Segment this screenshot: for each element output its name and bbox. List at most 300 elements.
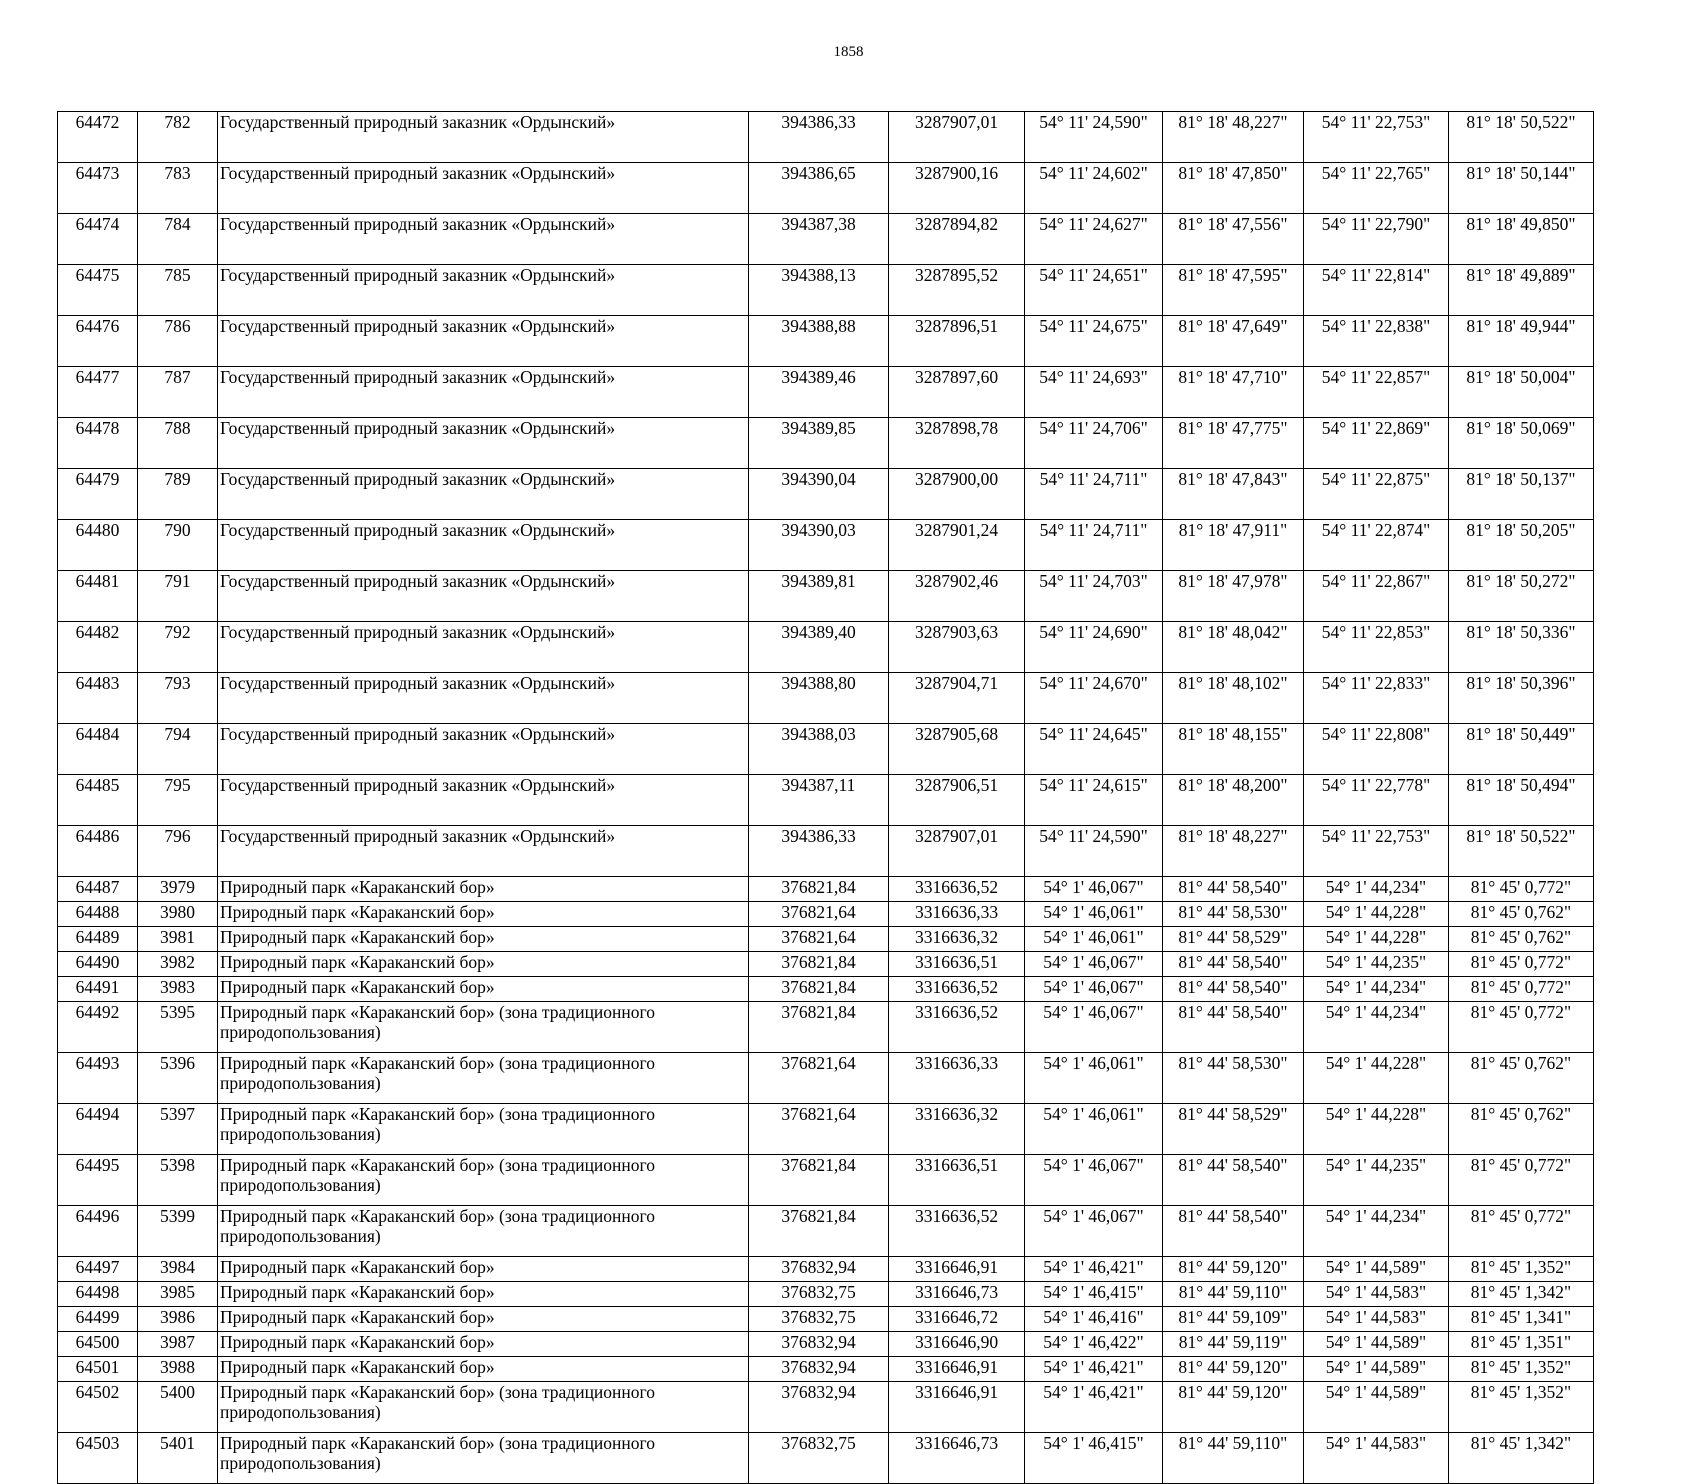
- longitude-alt-cell: 81° 45' 0,772": [1449, 1002, 1594, 1053]
- longitude-cell: 81° 44' 59,120": [1163, 1382, 1304, 1433]
- longitude-alt-cell: 81° 45' 1,342": [1449, 1282, 1594, 1307]
- territory-name-cell: Государственный природный заказник «Ордынский»: [218, 418, 749, 469]
- table-row: [58, 1257, 1594, 1282]
- x-coordinate-cell: 394389,81: [749, 571, 889, 622]
- y-coordinate-cell: 3287897,60: [889, 367, 1025, 418]
- latitude-cell: 54° 11' 24,670": [1025, 673, 1163, 724]
- latitude-cell: 54° 1' 46,415": [1025, 1433, 1163, 1484]
- point-number-cell: 796: [138, 826, 218, 877]
- latitude-alt-cell: 54° 1' 44,228": [1304, 902, 1449, 927]
- point-number-cell: 787: [138, 367, 218, 418]
- longitude-alt-cell: 81° 45' 0,772": [1449, 1206, 1594, 1257]
- table-row: [58, 1053, 1594, 1104]
- territory-name-cell: Природный парк «Караканский бор»: [218, 1257, 749, 1282]
- point-number-cell: 5400: [138, 1382, 218, 1433]
- row-number-cell: 64493: [58, 1053, 138, 1104]
- y-coordinate-cell: 3316646,73: [889, 1282, 1025, 1307]
- table-row: [58, 571, 1594, 622]
- latitude-alt-cell: 54° 1' 44,589": [1304, 1382, 1449, 1433]
- territory-name-cell: Природный парк «Караканский бор» (зона традиционного природопользования): [218, 1433, 749, 1484]
- longitude-cell: 81° 44' 58,529": [1163, 927, 1304, 952]
- y-coordinate-cell: 3316646,91: [889, 1357, 1025, 1382]
- longitude-alt-cell: 81° 18' 50,144": [1449, 163, 1594, 214]
- longitude-cell: 81° 18' 48,042": [1163, 622, 1304, 673]
- territory-name-cell: Природный парк «Караканский бор» (зона традиционного природопользования): [218, 1104, 749, 1155]
- x-coordinate-cell: 394389,85: [749, 418, 889, 469]
- latitude-cell: 54° 1' 46,421": [1025, 1357, 1163, 1382]
- longitude-alt-cell: 81° 18' 50,004": [1449, 367, 1594, 418]
- territory-name-cell: Государственный природный заказник «Ордынский»: [218, 214, 749, 265]
- point-number-cell: 3988: [138, 1357, 218, 1382]
- latitude-cell: 54° 1' 46,061": [1025, 1053, 1163, 1104]
- longitude-cell: 81° 18' 47,710": [1163, 367, 1304, 418]
- table-row: [58, 418, 1594, 469]
- y-coordinate-cell: 3316646,91: [889, 1257, 1025, 1282]
- longitude-alt-cell: 81° 18' 50,494": [1449, 775, 1594, 826]
- x-coordinate-cell: 376821,84: [749, 1206, 889, 1257]
- point-number-cell: 3979: [138, 877, 218, 902]
- point-number-cell: 794: [138, 724, 218, 775]
- row-number-cell: 64497: [58, 1257, 138, 1282]
- table-row: [58, 622, 1594, 673]
- longitude-alt-cell: 81° 18' 50,522": [1449, 112, 1594, 163]
- territory-name-cell: Природный парк «Караканский бор»: [218, 1307, 749, 1332]
- territory-name-cell: Государственный природный заказник «Ордынский»: [218, 571, 749, 622]
- y-coordinate-cell: 3316636,32: [889, 1104, 1025, 1155]
- longitude-alt-cell: 81° 45' 0,762": [1449, 1104, 1594, 1155]
- territory-name-cell: Природный парк «Караканский бор»: [218, 977, 749, 1002]
- point-number-cell: 3981: [138, 927, 218, 952]
- latitude-cell: 54° 11' 24,690": [1025, 622, 1163, 673]
- longitude-cell: 81° 44' 58,529": [1163, 1104, 1304, 1155]
- table-row: [58, 1155, 1594, 1206]
- longitude-cell: 81° 44' 58,540": [1163, 1002, 1304, 1053]
- latitude-cell: 54° 1' 46,421": [1025, 1257, 1163, 1282]
- longitude-alt-cell: 81° 18' 49,850": [1449, 214, 1594, 265]
- point-number-cell: 788: [138, 418, 218, 469]
- latitude-cell: 54° 1' 46,067": [1025, 1002, 1163, 1053]
- y-coordinate-cell: 3316636,51: [889, 952, 1025, 977]
- latitude-cell: 54° 11' 24,703": [1025, 571, 1163, 622]
- y-coordinate-cell: 3287907,01: [889, 112, 1025, 163]
- table-row: [58, 1206, 1594, 1257]
- y-coordinate-cell: 3287900,00: [889, 469, 1025, 520]
- point-number-cell: 5398: [138, 1155, 218, 1206]
- point-number-cell: 793: [138, 673, 218, 724]
- latitude-cell: 54° 11' 24,711": [1025, 520, 1163, 571]
- y-coordinate-cell: 3287906,51: [889, 775, 1025, 826]
- point-number-cell: 5399: [138, 1206, 218, 1257]
- latitude-cell: 54° 1' 46,416": [1025, 1307, 1163, 1332]
- latitude-cell: 54° 11' 24,651": [1025, 265, 1163, 316]
- row-number-cell: 64503: [58, 1433, 138, 1484]
- y-coordinate-cell: 3316636,33: [889, 1053, 1025, 1104]
- longitude-cell: 81° 18' 47,843": [1163, 469, 1304, 520]
- y-coordinate-cell: 3287903,63: [889, 622, 1025, 673]
- row-number-cell: 64489: [58, 927, 138, 952]
- point-number-cell: 3983: [138, 977, 218, 1002]
- row-number-cell: 64478: [58, 418, 138, 469]
- x-coordinate-cell: 376821,84: [749, 877, 889, 902]
- longitude-cell: 81° 44' 58,540": [1163, 977, 1304, 1002]
- point-number-cell: 3985: [138, 1282, 218, 1307]
- latitude-cell: 54° 11' 24,590": [1025, 112, 1163, 163]
- row-number-cell: 64477: [58, 367, 138, 418]
- x-coordinate-cell: 376832,94: [749, 1357, 889, 1382]
- longitude-cell: 81° 18' 47,775": [1163, 418, 1304, 469]
- row-number-cell: 64494: [58, 1104, 138, 1155]
- table-row: [58, 1104, 1594, 1155]
- table-row: [58, 469, 1594, 520]
- table-row: [58, 112, 1594, 163]
- longitude-cell: 81° 18' 48,200": [1163, 775, 1304, 826]
- point-number-cell: 5396: [138, 1053, 218, 1104]
- longitude-alt-cell: 81° 18' 50,396": [1449, 673, 1594, 724]
- page-number: 1858: [833, 44, 864, 60]
- x-coordinate-cell: 394389,46: [749, 367, 889, 418]
- x-coordinate-cell: 376832,75: [749, 1307, 889, 1332]
- longitude-cell: 81° 44' 59,119": [1163, 1332, 1304, 1357]
- row-number-cell: 64487: [58, 877, 138, 902]
- territory-name-cell: Природный парк «Караканский бор» (зона традиционного природопользования): [218, 1155, 749, 1206]
- y-coordinate-cell: 3316636,33: [889, 902, 1025, 927]
- y-coordinate-cell: 3316646,72: [889, 1307, 1025, 1332]
- territory-name-cell: Природный парк «Караканский бор» (зона традиционного природопользования): [218, 1053, 749, 1104]
- longitude-cell: 81° 44' 59,110": [1163, 1433, 1304, 1484]
- latitude-alt-cell: 54° 1' 44,228": [1304, 1104, 1449, 1155]
- territory-name-cell: Природный парк «Караканский бор»: [218, 952, 749, 977]
- x-coordinate-cell: 394390,03: [749, 520, 889, 571]
- table-row: [58, 877, 1594, 902]
- latitude-alt-cell: 54° 1' 44,234": [1304, 1002, 1449, 1053]
- latitude-alt-cell: 54° 1' 44,234": [1304, 977, 1449, 1002]
- longitude-cell: 81° 18' 48,227": [1163, 826, 1304, 877]
- latitude-cell: 54° 1' 46,061": [1025, 1104, 1163, 1155]
- point-number-cell: 783: [138, 163, 218, 214]
- point-number-cell: 784: [138, 214, 218, 265]
- row-number-cell: 64479: [58, 469, 138, 520]
- y-coordinate-cell: 3287904,71: [889, 673, 1025, 724]
- table-row: [58, 902, 1594, 927]
- territory-name-cell: Государственный природный заказник «Ордынский»: [218, 112, 749, 163]
- latitude-alt-cell: 54° 11' 22,857": [1304, 367, 1449, 418]
- longitude-cell: 81° 18' 47,850": [1163, 163, 1304, 214]
- latitude-cell: 54° 1' 46,061": [1025, 902, 1163, 927]
- latitude-alt-cell: 54° 11' 22,874": [1304, 520, 1449, 571]
- point-number-cell: 786: [138, 316, 218, 367]
- latitude-cell: 54° 1' 46,415": [1025, 1282, 1163, 1307]
- point-number-cell: 3982: [138, 952, 218, 977]
- longitude-alt-cell: 81° 18' 50,336": [1449, 622, 1594, 673]
- territory-name-cell: Природный парк «Караканский бор»: [218, 1357, 749, 1382]
- territory-name-cell: Государственный природный заказник «Ордынский»: [218, 367, 749, 418]
- x-coordinate-cell: 376821,64: [749, 927, 889, 952]
- point-number-cell: 792: [138, 622, 218, 673]
- territory-name-cell: Государственный природный заказник «Ордынский»: [218, 724, 749, 775]
- row-number-cell: 64480: [58, 520, 138, 571]
- longitude-cell: 81° 44' 59,120": [1163, 1257, 1304, 1282]
- latitude-cell: 54° 11' 24,675": [1025, 316, 1163, 367]
- longitude-cell: 81° 18' 47,978": [1163, 571, 1304, 622]
- row-number-cell: 64490: [58, 952, 138, 977]
- y-coordinate-cell: 3287902,46: [889, 571, 1025, 622]
- latitude-cell: 54° 11' 24,645": [1025, 724, 1163, 775]
- y-coordinate-cell: 3287907,01: [889, 826, 1025, 877]
- latitude-alt-cell: 54° 1' 44,583": [1304, 1307, 1449, 1332]
- table-row: [58, 952, 1594, 977]
- longitude-alt-cell: 81° 45' 0,762": [1449, 1053, 1594, 1104]
- x-coordinate-cell: 376821,84: [749, 977, 889, 1002]
- row-number-cell: 64500: [58, 1332, 138, 1357]
- point-number-cell: 3987: [138, 1332, 218, 1357]
- y-coordinate-cell: 3316636,52: [889, 877, 1025, 902]
- table-row: [58, 214, 1594, 265]
- longitude-alt-cell: 81° 45' 0,772": [1449, 877, 1594, 902]
- longitude-cell: 81° 18' 47,911": [1163, 520, 1304, 571]
- longitude-alt-cell: 81° 18' 50,449": [1449, 724, 1594, 775]
- territory-name-cell: Государственный природный заказник «Ордынский»: [218, 673, 749, 724]
- y-coordinate-cell: 3316636,52: [889, 1206, 1025, 1257]
- longitude-cell: 81° 44' 58,530": [1163, 1053, 1304, 1104]
- point-number-cell: 782: [138, 112, 218, 163]
- latitude-alt-cell: 54° 11' 22,778": [1304, 775, 1449, 826]
- longitude-cell: 81° 44' 58,540": [1163, 1155, 1304, 1206]
- territory-name-cell: Природный парк «Караканский бор» (зона традиционного природопользования): [218, 1382, 749, 1433]
- longitude-cell: 81° 18' 47,649": [1163, 316, 1304, 367]
- longitude-cell: 81° 44' 59,120": [1163, 1357, 1304, 1382]
- territory-name-cell: Государственный природный заказник «Ордынский»: [218, 316, 749, 367]
- y-coordinate-cell: 3287901,24: [889, 520, 1025, 571]
- x-coordinate-cell: 394387,11: [749, 775, 889, 826]
- longitude-cell: 81° 44' 58,540": [1163, 1206, 1304, 1257]
- y-coordinate-cell: 3316646,90: [889, 1332, 1025, 1357]
- longitude-cell: 81° 18' 47,595": [1163, 265, 1304, 316]
- x-coordinate-cell: 394388,88: [749, 316, 889, 367]
- latitude-alt-cell: 54° 11' 22,753": [1304, 826, 1449, 877]
- longitude-alt-cell: 81° 18' 50,205": [1449, 520, 1594, 571]
- latitude-cell: 54° 1' 46,067": [1025, 1206, 1163, 1257]
- latitude-alt-cell: 54° 1' 44,589": [1304, 1332, 1449, 1357]
- territory-name-cell: Государственный природный заказник «Ордынский»: [218, 622, 749, 673]
- latitude-cell: 54° 1' 46,067": [1025, 977, 1163, 1002]
- table-row: [58, 265, 1594, 316]
- row-number-cell: 64475: [58, 265, 138, 316]
- latitude-alt-cell: 54° 11' 22,765": [1304, 163, 1449, 214]
- point-number-cell: 789: [138, 469, 218, 520]
- row-number-cell: 64483: [58, 673, 138, 724]
- longitude-alt-cell: 81° 45' 1,351": [1449, 1332, 1594, 1357]
- latitude-alt-cell: 54° 11' 22,814": [1304, 265, 1449, 316]
- table-row: [58, 1282, 1594, 1307]
- point-number-cell: 5401: [138, 1433, 218, 1484]
- latitude-alt-cell: 54° 1' 44,228": [1304, 1053, 1449, 1104]
- latitude-cell: 54° 1' 46,067": [1025, 877, 1163, 902]
- longitude-cell: 81° 18' 48,102": [1163, 673, 1304, 724]
- row-number-cell: 64474: [58, 214, 138, 265]
- x-coordinate-cell: 376821,64: [749, 1053, 889, 1104]
- row-number-cell: 64501: [58, 1357, 138, 1382]
- x-coordinate-cell: 394386,65: [749, 163, 889, 214]
- table-row: [58, 520, 1594, 571]
- x-coordinate-cell: 394386,33: [749, 112, 889, 163]
- point-number-cell: 785: [138, 265, 218, 316]
- row-number-cell: 64499: [58, 1307, 138, 1332]
- latitude-cell: 54° 11' 24,706": [1025, 418, 1163, 469]
- latitude-cell: 54° 11' 24,602": [1025, 163, 1163, 214]
- row-number-cell: 64495: [58, 1155, 138, 1206]
- longitude-alt-cell: 81° 18' 50,137": [1449, 469, 1594, 520]
- x-coordinate-cell: 394390,04: [749, 469, 889, 520]
- longitude-cell: 81° 18' 48,227": [1163, 112, 1304, 163]
- table-row: [58, 367, 1594, 418]
- longitude-cell: 81° 18' 48,155": [1163, 724, 1304, 775]
- table-row: [58, 826, 1594, 877]
- y-coordinate-cell: 3287894,82: [889, 214, 1025, 265]
- longitude-alt-cell: 81° 45' 1,352": [1449, 1382, 1594, 1433]
- row-number-cell: 64482: [58, 622, 138, 673]
- longitude-alt-cell: 81° 18' 50,069": [1449, 418, 1594, 469]
- territory-name-cell: Государственный природный заказник «Ордынский»: [218, 265, 749, 316]
- row-number-cell: 64486: [58, 826, 138, 877]
- y-coordinate-cell: 3287895,52: [889, 265, 1025, 316]
- table-row: [58, 977, 1594, 1002]
- latitude-alt-cell: 54° 11' 22,790": [1304, 214, 1449, 265]
- y-coordinate-cell: 3316636,32: [889, 927, 1025, 952]
- longitude-cell: 81° 44' 58,540": [1163, 877, 1304, 902]
- latitude-alt-cell: 54° 1' 44,228": [1304, 927, 1449, 952]
- row-number-cell: 64496: [58, 1206, 138, 1257]
- latitude-alt-cell: 54° 11' 22,875": [1304, 469, 1449, 520]
- latitude-cell: 54° 1' 46,422": [1025, 1332, 1163, 1357]
- longitude-alt-cell: 81° 45' 0,762": [1449, 927, 1594, 952]
- latitude-cell: 54° 11' 24,590": [1025, 826, 1163, 877]
- longitude-alt-cell: 81° 18' 49,889": [1449, 265, 1594, 316]
- row-number-cell: 64473: [58, 163, 138, 214]
- territory-name-cell: Природный парк «Караканский бор»: [218, 927, 749, 952]
- x-coordinate-cell: 376821,84: [749, 1155, 889, 1206]
- longitude-cell: 81° 44' 58,530": [1163, 902, 1304, 927]
- latitude-alt-cell: 54° 11' 22,853": [1304, 622, 1449, 673]
- territory-name-cell: Государственный природный заказник «Ордынский»: [218, 826, 749, 877]
- y-coordinate-cell: 3287905,68: [889, 724, 1025, 775]
- x-coordinate-cell: 376832,94: [749, 1257, 889, 1282]
- longitude-alt-cell: 81° 45' 1,352": [1449, 1257, 1594, 1282]
- y-coordinate-cell: 3287898,78: [889, 418, 1025, 469]
- longitude-cell: 81° 44' 59,110": [1163, 1282, 1304, 1307]
- table-body: [58, 112, 1594, 1484]
- latitude-cell: 54° 1' 46,421": [1025, 1382, 1163, 1433]
- y-coordinate-cell: 3287900,16: [889, 163, 1025, 214]
- x-coordinate-cell: 394388,03: [749, 724, 889, 775]
- point-number-cell: 795: [138, 775, 218, 826]
- x-coordinate-cell: 394386,33: [749, 826, 889, 877]
- latitude-alt-cell: 54° 1' 44,235": [1304, 952, 1449, 977]
- row-number-cell: 64492: [58, 1002, 138, 1053]
- x-coordinate-cell: 376832,94: [749, 1332, 889, 1357]
- latitude-alt-cell: 54° 1' 44,234": [1304, 1206, 1449, 1257]
- latitude-cell: 54° 11' 24,711": [1025, 469, 1163, 520]
- row-number-cell: 64485: [58, 775, 138, 826]
- row-number-cell: 64502: [58, 1382, 138, 1433]
- y-coordinate-cell: 3316636,52: [889, 1002, 1025, 1053]
- y-coordinate-cell: 3316646,73: [889, 1433, 1025, 1484]
- territory-name-cell: Природный парк «Караканский бор» (зона традиционного природопользования): [218, 1002, 749, 1053]
- table-row: [58, 927, 1594, 952]
- longitude-alt-cell: 81° 45' 0,762": [1449, 902, 1594, 927]
- row-number-cell: 64484: [58, 724, 138, 775]
- table-row: [58, 1307, 1594, 1332]
- longitude-alt-cell: 81° 18' 49,944": [1449, 316, 1594, 367]
- territory-name-cell: Природный парк «Караканский бор»: [218, 1332, 749, 1357]
- latitude-cell: 54° 1' 46,067": [1025, 1155, 1163, 1206]
- latitude-alt-cell: 54° 11' 22,869": [1304, 418, 1449, 469]
- latitude-cell: 54° 11' 24,627": [1025, 214, 1163, 265]
- longitude-alt-cell: 81° 18' 50,272": [1449, 571, 1594, 622]
- latitude-cell: 54° 11' 24,615": [1025, 775, 1163, 826]
- row-number-cell: 64488: [58, 902, 138, 927]
- x-coordinate-cell: 394388,80: [749, 673, 889, 724]
- table-row: [58, 1382, 1594, 1433]
- y-coordinate-cell: 3316646,91: [889, 1382, 1025, 1433]
- table-row: [58, 724, 1594, 775]
- table-row: [58, 1332, 1594, 1357]
- point-number-cell: 5395: [138, 1002, 218, 1053]
- x-coordinate-cell: 376832,75: [749, 1282, 889, 1307]
- table-row: [58, 1002, 1594, 1053]
- table-row: [58, 1357, 1594, 1382]
- territory-name-cell: Государственный природный заказник «Ордынский»: [218, 775, 749, 826]
- latitude-alt-cell: 54° 1' 44,583": [1304, 1433, 1449, 1484]
- point-number-cell: 3980: [138, 902, 218, 927]
- row-number-cell: 64476: [58, 316, 138, 367]
- latitude-alt-cell: 54° 1' 44,234": [1304, 877, 1449, 902]
- territory-name-cell: Природный парк «Караканский бор» (зона традиционного природопользования): [218, 1206, 749, 1257]
- table-row: [58, 163, 1594, 214]
- territory-name-cell: Природный парк «Караканский бор»: [218, 902, 749, 927]
- x-coordinate-cell: 376832,75: [749, 1433, 889, 1484]
- y-coordinate-cell: 3316636,52: [889, 977, 1025, 1002]
- table-row: [58, 316, 1594, 367]
- row-number-cell: 64481: [58, 571, 138, 622]
- territory-name-cell: Государственный природный заказник «Ордынский»: [218, 163, 749, 214]
- latitude-alt-cell: 54° 11' 22,833": [1304, 673, 1449, 724]
- territory-name-cell: Государственный природный заказник «Ордынский»: [218, 469, 749, 520]
- longitude-cell: 81° 44' 58,540": [1163, 952, 1304, 977]
- longitude-alt-cell: 81° 18' 50,522": [1449, 826, 1594, 877]
- latitude-cell: 54° 11' 24,693": [1025, 367, 1163, 418]
- latitude-alt-cell: 54° 11' 22,753": [1304, 112, 1449, 163]
- longitude-alt-cell: 81° 45' 1,352": [1449, 1357, 1594, 1382]
- x-coordinate-cell: 376832,94: [749, 1382, 889, 1433]
- x-coordinate-cell: 394387,38: [749, 214, 889, 265]
- longitude-cell: 81° 44' 59,109": [1163, 1307, 1304, 1332]
- point-number-cell: 5397: [138, 1104, 218, 1155]
- table-row: [58, 673, 1594, 724]
- latitude-alt-cell: 54° 1' 44,589": [1304, 1357, 1449, 1382]
- point-number-cell: 790: [138, 520, 218, 571]
- point-number-cell: 3984: [138, 1257, 218, 1282]
- latitude-cell: 54° 1' 46,061": [1025, 927, 1163, 952]
- x-coordinate-cell: 376821,84: [749, 1002, 889, 1053]
- table-row: [58, 1433, 1594, 1484]
- x-coordinate-cell: 394388,13: [749, 265, 889, 316]
- longitude-cell: 81° 18' 47,556": [1163, 214, 1304, 265]
- longitude-alt-cell: 81° 45' 1,342": [1449, 1433, 1594, 1484]
- row-number-cell: 64491: [58, 977, 138, 1002]
- x-coordinate-cell: 376821,64: [749, 1104, 889, 1155]
- table-row: [58, 775, 1594, 826]
- x-coordinate-cell: 394389,40: [749, 622, 889, 673]
